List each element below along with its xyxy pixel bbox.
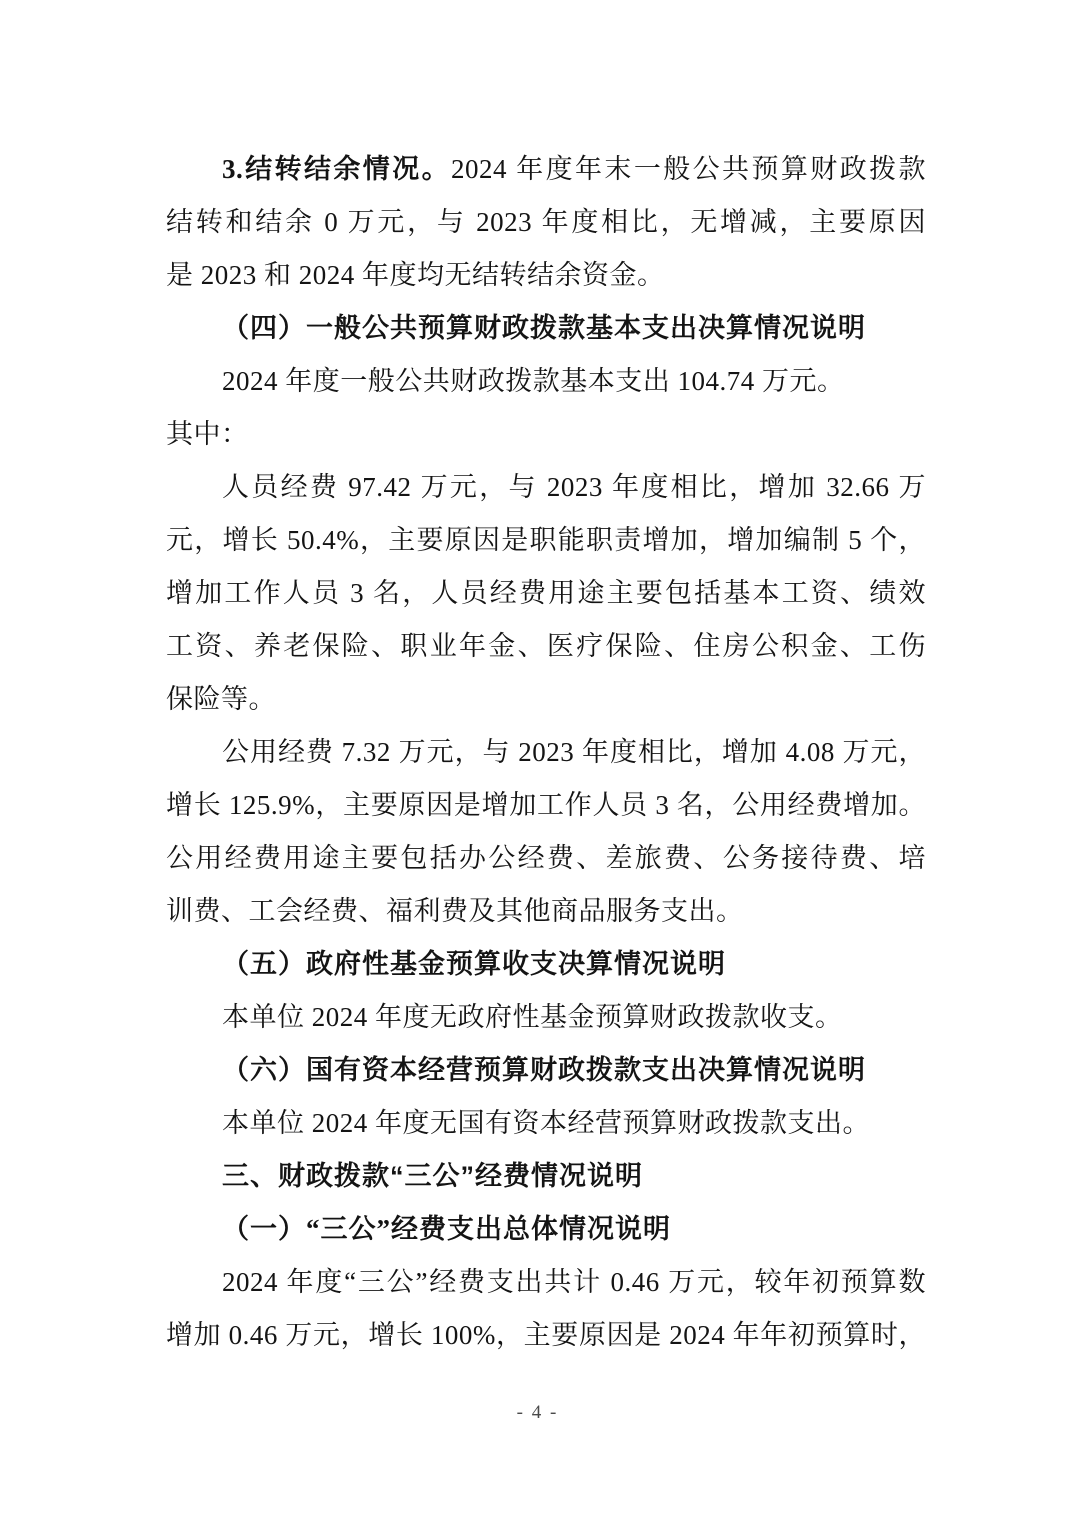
text-line: 保险等。: [166, 684, 276, 714]
heading-subsection-1: （一）“三公”经费支出总体情况说明: [222, 1214, 671, 1244]
para-lead-rest: 2024 年度年末一般公共预算财政拨款: [451, 154, 927, 184]
heading-section-5: （五）政府性基金预算收支决算情况说明: [222, 949, 726, 979]
text-line: 增加工作人员 3 名，人员经费用途主要包括基本工资、绩效: [166, 578, 926, 608]
text-line: 公用经费用途主要包括办公经费、差旅费、公务接待费、培: [166, 843, 926, 873]
text-line: 2024 年度“三公”经费支出共计 0.46 万元，较年初预算数: [222, 1267, 926, 1297]
para-lead-bold: 3.结转结余情况。: [222, 154, 452, 184]
text-line: 元，增长 50.4%，主要原因是职能职责增加，增加编制 5 个，: [166, 525, 926, 555]
document-body: [166, 143, 926, 1362]
text-line: 工资、养老保险、职业年金、医疗保险、住房公积金、工伤: [166, 631, 926, 661]
text-line: 结转和结余 0 万元，与 2023 年度相比，无增减，主要原因: [166, 207, 926, 237]
heading-section-4: （四）一般公共预算财政拨款基本支出决算情况说明: [222, 313, 866, 343]
text-line: 其中：: [166, 419, 249, 449]
text-line: 公用经费 7.32 万元，与 2023 年度相比，增加 4.08 万元，: [222, 737, 926, 767]
text-line: [166, 143, 926, 196]
text-line: 是 2023 和 2024 年度均无结转结余资金。: [166, 260, 665, 290]
page-number: - 4 -: [516, 1402, 559, 1423]
text-line: 增长 125.9%，主要原因是增加工作人员 3 名，公用经费增加。: [166, 790, 926, 820]
heading-section-6: （六）国有资本经营预算财政拨款支出决算情况说明: [222, 1055, 866, 1085]
text-line: 2024 年度一般公共财政拨款基本支出 104.74 万元。: [222, 366, 845, 396]
heading-three-gong: 三、财政拨款“三公”经费情况说明: [222, 1161, 643, 1191]
text-line: 训费、工会经费、福利费及其他商品服务支出。: [166, 896, 744, 926]
text-line: 本单位 2024 年度无政府性基金预算财政拨款收支。: [222, 1002, 843, 1032]
text-line: 本单位 2024 年度无国有资本经营预算财政拨款支出。: [222, 1108, 870, 1138]
text-line: 增加 0.46 万元，增长 100%，主要原因是 2024 年年初预算时，: [166, 1320, 926, 1350]
text-line: 人员经费 97.42 万元，与 2023 年度相比，增加 32.66 万: [222, 472, 926, 502]
